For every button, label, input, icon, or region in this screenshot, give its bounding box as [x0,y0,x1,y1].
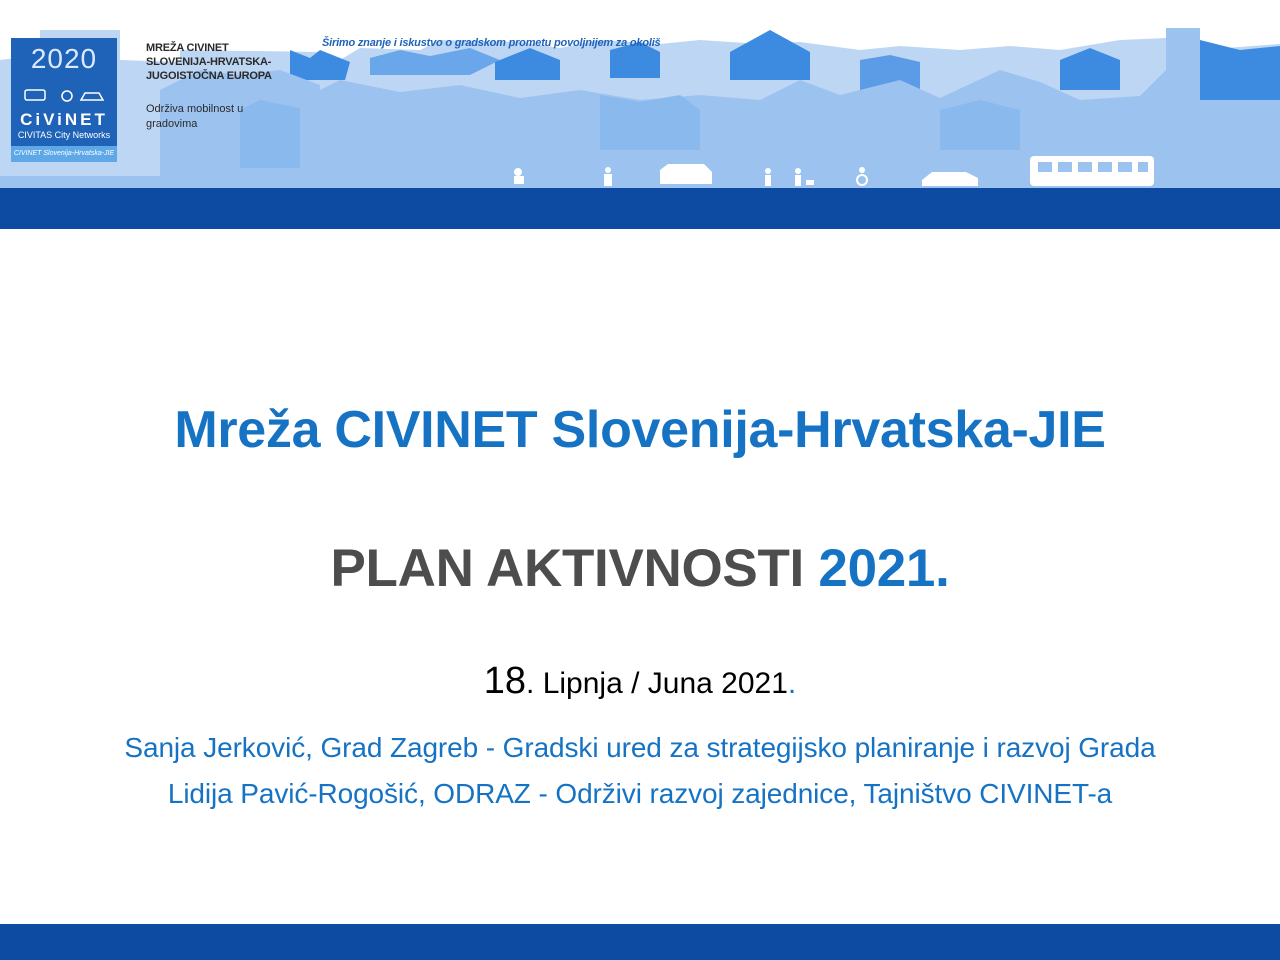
author-line: Lidija Pavić-Rogošić, ODRAZ - Održivi razvoj zajednice, Tajništvo CIVINET-a [167,778,1113,809]
civinet-logo [11,38,117,162]
footer-band [0,924,1280,960]
logo-subtitle: CIVITAS City Networks [17,130,111,140]
date-rest: . Lipnja / Juna 2021 [526,667,788,700]
author-line: Sanja Jerković, Grad Zagreb - Gradski ured za strategijsko planiranje i razvoj Grada [124,732,1156,763]
plan-text: PLAN AKTIVNOSTI [330,539,804,598]
plan-heading [0,538,1280,599]
slide-title: Mreža CIVINET Slovenija-Hrvatska-JIE [174,401,1106,459]
org-subtitle [146,102,286,132]
header-banner [0,0,1280,190]
org-title-line: SLOVENIJA-HRVATSKA- [146,56,272,68]
logo-name: CiViNET [20,110,108,129]
date-day: 18 [483,660,527,702]
logo-vehicles-icon [19,84,109,106]
plan-year: 2021. [818,539,950,598]
tagline: Širimo znanje i iskustvo o gradskom prometu povoljnijem za okoliš [322,37,661,49]
org-subtitle-line: gradovima [146,118,198,130]
logo-year: 2020 [30,43,98,74]
date-dot: . [787,667,797,700]
date-line [0,660,1280,703]
org-title-line: MREŽA CIVINET [146,42,229,54]
city-skyline-illustration [0,0,1280,190]
logo-strip: CIVINET Slovenija-Hrvatska-JIE [11,146,117,162]
org-subtitle-line: Održiva mobilnost u [146,103,244,115]
org-title-line: JUGOISTOČNA EUROPA [146,70,272,82]
header-band [0,188,1280,229]
org-title [146,41,306,83]
